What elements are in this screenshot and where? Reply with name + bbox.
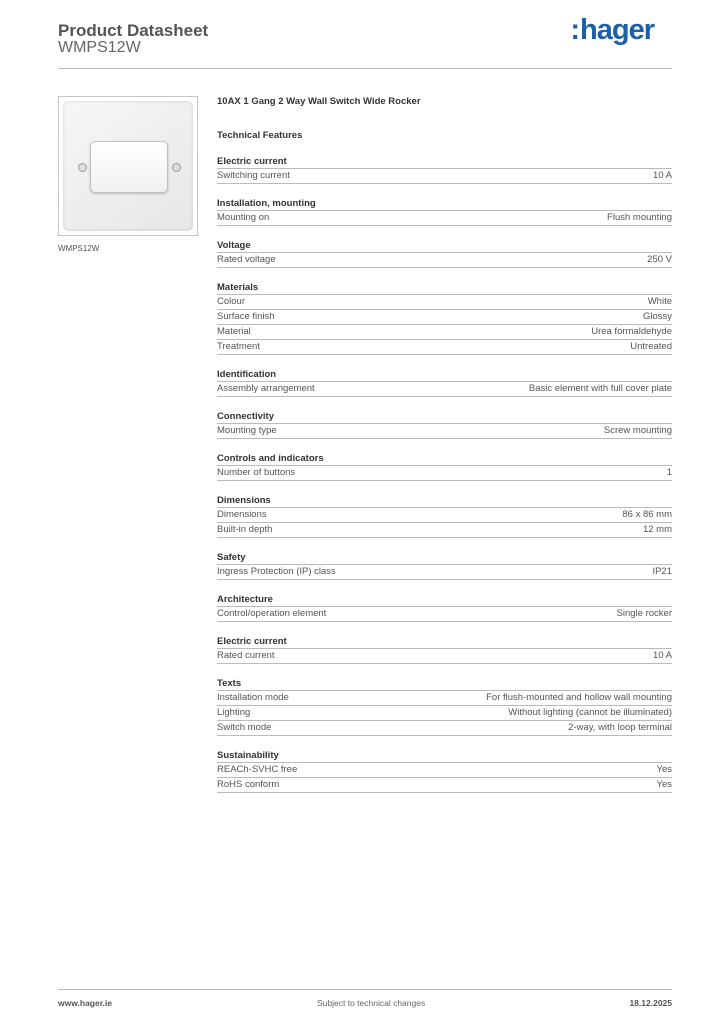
spec-label: Rated current bbox=[217, 650, 275, 661]
section-heading: Texts bbox=[217, 677, 672, 691]
spec-label: Ingress Protection (IP) class bbox=[217, 566, 336, 577]
spec-row bbox=[217, 253, 672, 268]
section-heading: Connectivity bbox=[217, 410, 672, 424]
spec-value: 2-way, with loop terminal bbox=[568, 722, 672, 733]
rocker-button bbox=[90, 141, 168, 193]
section-heading: Architecture bbox=[217, 593, 672, 607]
spec-label: Rated voltage bbox=[217, 254, 276, 265]
spec-section bbox=[217, 368, 672, 397]
spec-label: Dimensions bbox=[217, 509, 267, 520]
spec-value: Flush mounting bbox=[607, 212, 672, 223]
product-name: 10AX 1 Gang 2 Way Wall Switch Wide Rocker bbox=[217, 96, 421, 107]
spec-label: Number of buttons bbox=[217, 467, 296, 478]
spec-section bbox=[217, 155, 672, 184]
spec-value: Glossy bbox=[642, 311, 672, 322]
image-caption: WMPS12W bbox=[58, 244, 100, 253]
spec-row bbox=[217, 607, 672, 622]
spec-row bbox=[217, 466, 672, 481]
product-code: WMPS12W bbox=[58, 39, 141, 56]
page-title: Product Datasheet bbox=[58, 21, 209, 40]
spec-label: Installation mode bbox=[217, 692, 289, 703]
spec-section bbox=[217, 197, 672, 226]
section-heading: Electric current bbox=[217, 635, 672, 649]
spec-value: Screw mounting bbox=[603, 425, 672, 436]
spec-value: 86 x 86 mm bbox=[622, 509, 672, 520]
spec-label: Material bbox=[217, 326, 251, 337]
spec-label: Mounting on bbox=[217, 212, 270, 223]
spec-label: RoHS conform bbox=[217, 779, 280, 790]
spec-section bbox=[217, 551, 672, 580]
footer-date: 18.12.2025 bbox=[629, 998, 672, 1008]
screw-icon bbox=[78, 163, 87, 172]
section-heading: Dimensions bbox=[217, 494, 672, 508]
spec-value: 10 A bbox=[652, 170, 672, 181]
section-heading: Installation, mounting bbox=[217, 197, 672, 211]
spec-value: Untreated bbox=[630, 341, 672, 352]
spec-value: 12 mm bbox=[642, 524, 672, 535]
footer-divider bbox=[58, 989, 672, 990]
logo-colon: : bbox=[570, 14, 580, 46]
spec-row bbox=[217, 565, 672, 580]
spec-value: Yes bbox=[656, 779, 672, 790]
spec-row bbox=[217, 340, 672, 355]
switch-plate bbox=[63, 101, 193, 231]
spec-section bbox=[217, 593, 672, 622]
footer-website: www.hager.ie bbox=[58, 998, 113, 1008]
spec-label: Treatment bbox=[217, 341, 260, 352]
spec-section bbox=[217, 410, 672, 439]
section-heading: Identification bbox=[217, 368, 672, 382]
section-heading: Controls and indicators bbox=[217, 452, 672, 466]
spec-value: 10 A bbox=[652, 650, 672, 661]
spec-row bbox=[217, 295, 672, 310]
spec-section bbox=[217, 281, 672, 355]
spec-value: White bbox=[647, 296, 672, 307]
spec-row bbox=[217, 691, 672, 706]
spec-content bbox=[217, 95, 672, 793]
header-divider bbox=[58, 68, 672, 69]
spec-label: REACh-SVHC free bbox=[217, 764, 298, 775]
section-heading: Materials bbox=[217, 281, 672, 295]
spec-row bbox=[217, 211, 672, 226]
product-image bbox=[58, 96, 198, 236]
spec-row bbox=[217, 763, 672, 778]
spec-value: Basic element with full cover plate bbox=[528, 383, 672, 394]
spec-row bbox=[217, 424, 672, 439]
spec-row bbox=[217, 721, 672, 736]
spec-row bbox=[217, 382, 672, 397]
spec-label: Surface finish bbox=[217, 311, 275, 322]
spec-value: Yes bbox=[656, 764, 672, 775]
spec-value: Urea formaldehyde bbox=[591, 326, 672, 337]
spec-value: Without lighting (cannot be illuminated) bbox=[508, 707, 672, 718]
footer-notice: Subject to technical changes bbox=[317, 998, 426, 1008]
spec-label: Colour bbox=[217, 296, 245, 307]
spec-row bbox=[217, 169, 672, 184]
spec-row bbox=[217, 325, 672, 340]
spec-label: Built-in depth bbox=[217, 524, 273, 535]
spec-row bbox=[217, 649, 672, 664]
logo-text: hager bbox=[580, 14, 654, 46]
spec-label: Mounting type bbox=[217, 425, 277, 436]
spec-row bbox=[217, 508, 672, 523]
spec-label: Lighting bbox=[217, 707, 251, 718]
spec-value: For flush-mounted and hollow wall mounting bbox=[486, 692, 672, 703]
spec-value: 1 bbox=[666, 467, 672, 478]
spec-section bbox=[217, 749, 672, 793]
spec-row bbox=[217, 310, 672, 325]
hager-logo bbox=[570, 14, 654, 47]
spec-section bbox=[217, 677, 672, 736]
screw-icon bbox=[172, 163, 181, 172]
section-heading: Safety bbox=[217, 551, 672, 565]
spec-row bbox=[217, 523, 672, 538]
spec-value: 250 V bbox=[647, 254, 672, 265]
section-heading: Electric current bbox=[217, 155, 672, 169]
spec-label: Switch mode bbox=[217, 722, 272, 733]
spec-section bbox=[217, 635, 672, 664]
section-heading: Sustainability bbox=[217, 749, 672, 763]
spec-label: Assembly arrangement bbox=[217, 383, 315, 394]
section-heading: Voltage bbox=[217, 239, 672, 253]
spec-section bbox=[217, 239, 672, 268]
technical-features-heading: Technical Features bbox=[217, 130, 303, 141]
spec-value: Single rocker bbox=[616, 608, 672, 619]
spec-section bbox=[217, 452, 672, 481]
spec-label: Control/operation element bbox=[217, 608, 327, 619]
spec-label: Switching current bbox=[217, 170, 290, 181]
spec-sections bbox=[217, 155, 672, 793]
spec-row bbox=[217, 778, 672, 793]
spec-section bbox=[217, 494, 672, 538]
spec-row bbox=[217, 706, 672, 721]
spec-value: IP21 bbox=[652, 566, 672, 577]
